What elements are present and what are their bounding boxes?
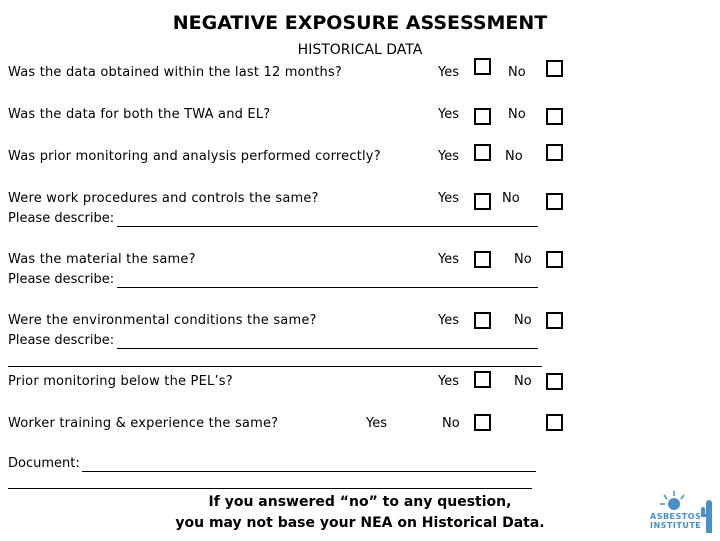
describe-line-5[interactable]	[117, 287, 538, 288]
yes-checkbox-3[interactable]	[474, 144, 491, 161]
yes-label-7: Yes	[438, 374, 459, 389]
describe-line-6[interactable]	[117, 348, 538, 349]
footer-line-2: you may not base your NEA on Historical Data.	[175, 515, 545, 531]
asbestos-institute-logo	[648, 487, 716, 537]
no-label-8: No	[442, 416, 460, 431]
question-2: Was the data for both the TWA and EL?	[8, 107, 271, 122]
no-label-3: No	[505, 149, 523, 164]
footer-note	[150, 492, 570, 534]
question-1: Was the data obtained within the last 12 months?	[8, 65, 343, 80]
yes-label-6: Yes	[438, 313, 459, 328]
yes-checkbox-4[interactable]	[474, 193, 491, 210]
question-6: Were the environmental conditions the same?	[8, 313, 317, 328]
describe-line-6-extra[interactable]	[8, 366, 542, 367]
section-subtitle: HISTORICAL DATA	[297, 42, 423, 58]
no-label-1: No	[508, 65, 526, 80]
describe-label-6: Please describe:	[8, 333, 115, 348]
no-label-2: No	[508, 107, 526, 122]
yes-checkbox-7[interactable]	[474, 371, 491, 388]
yes-label-2: Yes	[438, 107, 459, 122]
no-checkbox-3[interactable]	[546, 144, 563, 161]
no-checkbox-4[interactable]	[546, 193, 563, 210]
document-line-2[interactable]	[8, 488, 532, 489]
yes-label-8: Yes	[366, 416, 387, 431]
no-checkbox-2[interactable]	[546, 108, 563, 125]
page-title: NEGATIVE EXPOSURE ASSESSMENT	[172, 12, 548, 34]
yes-label-5: Yes	[438, 252, 459, 267]
no-label-6: No	[514, 313, 532, 328]
yes-checkbox-1[interactable]	[474, 58, 491, 75]
question-3: Was prior monitoring and analysis performed correctly?	[8, 149, 381, 164]
logo-text-line-2: INSTITUTE	[650, 521, 702, 530]
no-label-5: No	[514, 252, 532, 267]
yes-checkbox-8[interactable]	[474, 414, 491, 431]
no-checkbox-7[interactable]	[546, 373, 563, 390]
yes-checkbox-6[interactable]	[474, 312, 491, 329]
question-5: Was the material the same?	[8, 252, 196, 267]
describe-line-4[interactable]	[117, 226, 538, 227]
logo-text-line-1: ASBESTOS	[650, 512, 702, 521]
no-checkbox-8[interactable]	[546, 414, 563, 431]
no-label-4: No	[502, 191, 520, 206]
yes-label-4: Yes	[438, 191, 459, 206]
no-label-7: No	[514, 374, 532, 389]
describe-label-5: Please describe:	[8, 272, 115, 287]
yes-label-3: Yes	[438, 149, 459, 164]
question-4: Were work procedures and controls the same?	[8, 191, 319, 206]
question-7: Prior monitoring below the PEL’s?	[8, 374, 233, 389]
no-checkbox-6[interactable]	[546, 312, 563, 329]
yes-checkbox-2[interactable]	[474, 108, 491, 125]
yes-label-1: Yes	[438, 65, 459, 80]
no-checkbox-1[interactable]	[546, 60, 563, 77]
yes-checkbox-5[interactable]	[474, 251, 491, 268]
no-checkbox-5[interactable]	[546, 251, 563, 268]
question-8: Worker training & experience the same?	[8, 416, 279, 431]
document-line-1[interactable]	[82, 471, 536, 472]
document-label: Document:	[8, 456, 80, 471]
footer-line-1: If you answered “no” to any question,	[208, 494, 512, 510]
describe-label-4: Please describe:	[8, 211, 115, 226]
